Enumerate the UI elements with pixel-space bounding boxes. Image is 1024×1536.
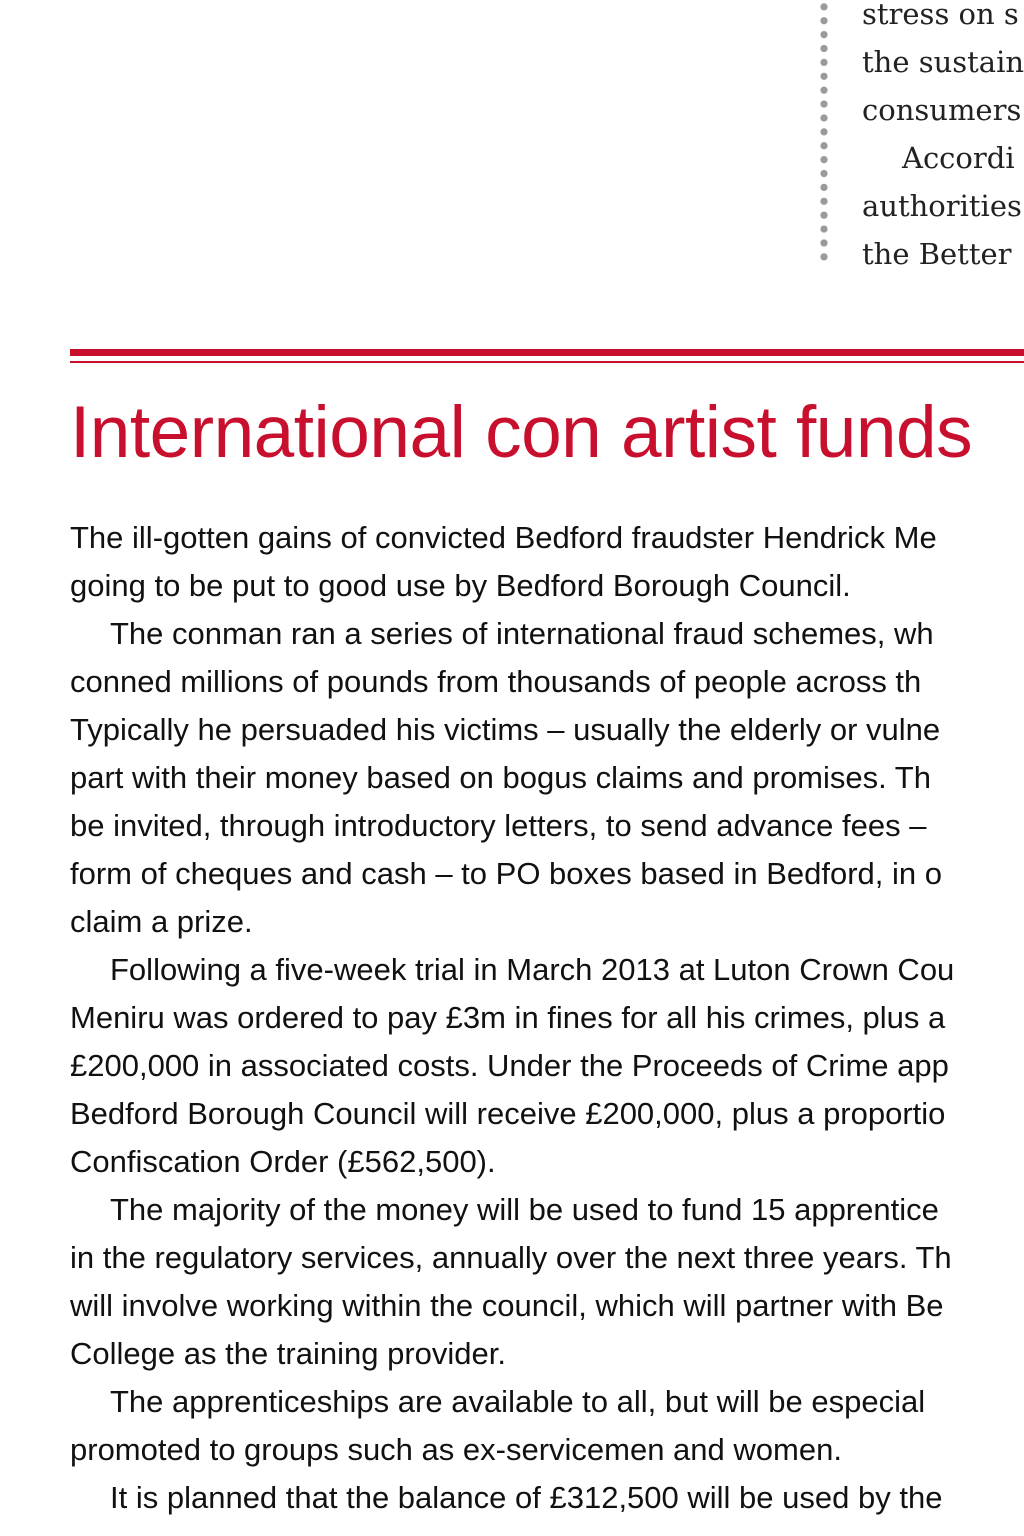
article-body-line: be invited, through introductory letters, to send advance fees – [70, 808, 927, 843]
sidebar-line: authorities [862, 189, 1022, 223]
article-headline: International con artist funds [70, 392, 973, 473]
article-body-line: The ill-gotten gains of convicted Bedford fraudster Hendrick Me [70, 520, 937, 555]
sidebar-line: stress on s [862, 0, 1019, 31]
article-body-line: part with their money based on bogus claims and promises. Th [70, 760, 931, 795]
article-body-line: Bedford Borough Council will receive £200,000, plus a proportio [70, 1096, 946, 1131]
sidebar-line: consumers [862, 93, 1022, 127]
article-body-line: in the regulatory services, annually over the next three years. Th [70, 1240, 952, 1275]
article-body-line: £200,000 in associated costs. Under the Proceeds of Crime app [70, 1048, 949, 1083]
article-body-line: form of cheques and cash – to PO boxes based in Bedford, in o [70, 856, 942, 891]
article-body-line: Meniru was ordered to pay £3m in fines for all his crimes, plus a [70, 1000, 946, 1035]
article-body-line: going to be put to good use by Bedford Borough Council. [70, 568, 851, 603]
article-body-line: The apprenticeships are available to all, but will be especial [110, 1384, 926, 1419]
article-body-line: Confiscation Order (£562,500). [70, 1144, 496, 1179]
sidebar-text [862, 0, 1024, 265]
article-body-line: The majority of the money will be used to fund 15 apprentice [110, 1192, 939, 1227]
article-body-line: will involve working within the council, which will partner with Be [70, 1288, 944, 1323]
article-body-line: claim a prize. [70, 904, 253, 939]
article-body-line: Typically he persuaded his victims – usually the elderly or vulne [70, 712, 941, 747]
article-body-line: College as the training provider. [70, 1336, 506, 1371]
dotted-divider [818, 0, 830, 265]
sidebar-line: Accordi [902, 141, 1015, 175]
headline-rule-thin [70, 361, 1024, 363]
article-body [70, 514, 1024, 1536]
sidebar-line: the sustain [862, 45, 1024, 79]
sidebar-line: the Better [862, 237, 1012, 265]
headline-rule-thick [70, 349, 1024, 356]
article-body-line: It is planned that the balance of £312,500 will be used by the [110, 1480, 943, 1515]
article-body-line: conned millions of pounds from thousands of people across th [70, 664, 922, 699]
sidebar-article-excerpt [818, 0, 1024, 265]
article-body-line: Following a five-week trial in March 2013 at Luton Crown Cou [110, 952, 955, 987]
article-body-line: The conman ran a series of international fraud schemes, wh [110, 616, 934, 651]
article-body-line: promoted to groups such as ex-servicemen and women. [70, 1432, 842, 1467]
